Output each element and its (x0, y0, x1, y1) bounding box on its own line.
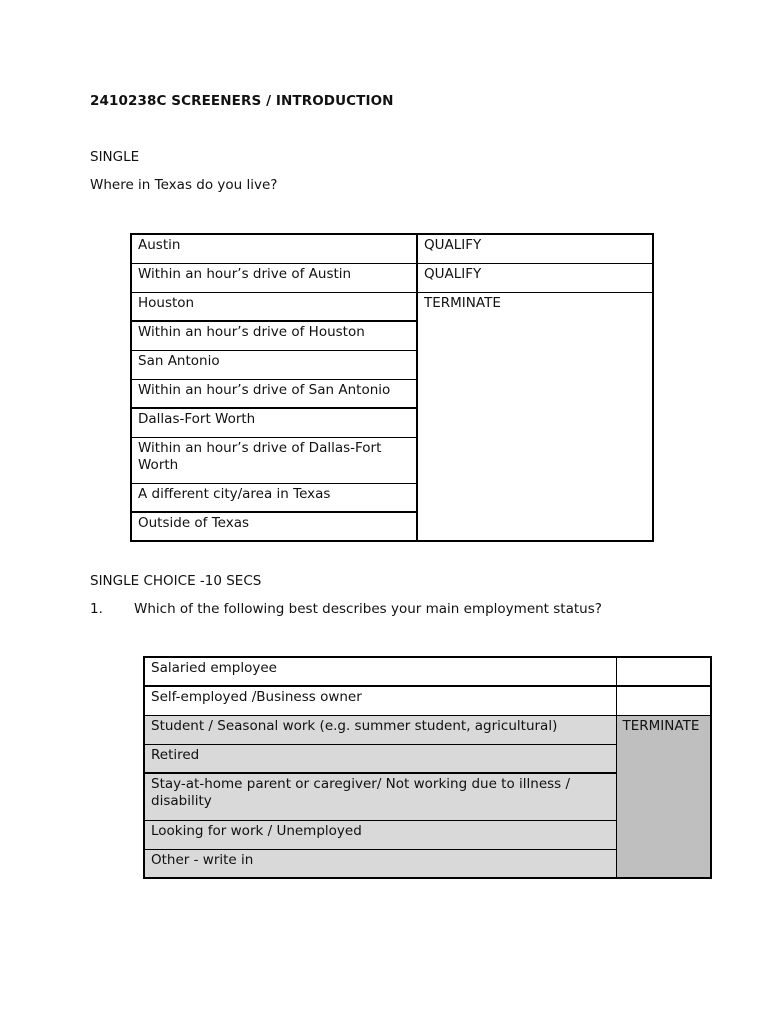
question-text: Where in Texas do you live? (90, 177, 278, 193)
option-cell: Austin (131, 234, 417, 263)
question-type-label: SINGLE (90, 149, 140, 165)
outcome-cell: QUALIFY (417, 234, 653, 263)
option-cell: Within an hour’s drive of Austin (131, 263, 417, 292)
option-cell: Student / Seasonal work (e.g. summer student, agricultural) (144, 715, 616, 744)
outcome-cell: TERMINATE (616, 715, 711, 878)
table-row (144, 715, 711, 744)
option-cell: Retired (144, 744, 616, 773)
document-title: 2410238C SCREENERS / INTRODUCTION (90, 93, 394, 109)
option-cell: A different city/area in Texas (131, 483, 417, 512)
question-type-label: SINGLE CHOICE -10 SECS (90, 573, 262, 589)
table-row (144, 657, 711, 686)
option-cell: Dallas-Fort Worth (131, 408, 417, 437)
outcome-cell: QUALIFY (417, 263, 653, 292)
option-cell: Within an hour’s drive of Dallas-Fort Worth (131, 437, 417, 483)
question-number: 1. (90, 601, 103, 617)
outcome-cell (616, 686, 711, 715)
option-cell: Looking for work / Unemployed (144, 820, 616, 849)
option-cell: San Antonio (131, 350, 417, 379)
option-cell: Other - write in (144, 849, 616, 878)
option-cell: Within an hour’s drive of Houston (131, 321, 417, 350)
option-cell: Outside of Texas (131, 512, 417, 541)
table-row (144, 686, 711, 715)
employment-options-table (143, 656, 712, 879)
table-row (131, 292, 653, 321)
option-cell: Within an hour’s drive of San Antonio (131, 379, 417, 408)
option-cell: Salaried employee (144, 657, 616, 686)
location-options-table (130, 233, 654, 542)
table-row (131, 263, 653, 292)
table-row (131, 234, 653, 263)
option-cell: Houston (131, 292, 417, 321)
outcome-cell: TERMINATE (417, 292, 653, 541)
outcome-cell (616, 657, 711, 686)
option-cell: Self-employed /Business owner (144, 686, 616, 715)
option-cell: Stay-at-home parent or caregiver/ Not working due to illness / disability (144, 773, 616, 820)
question-text: Which of the following best describes your main employment status? (134, 601, 602, 617)
